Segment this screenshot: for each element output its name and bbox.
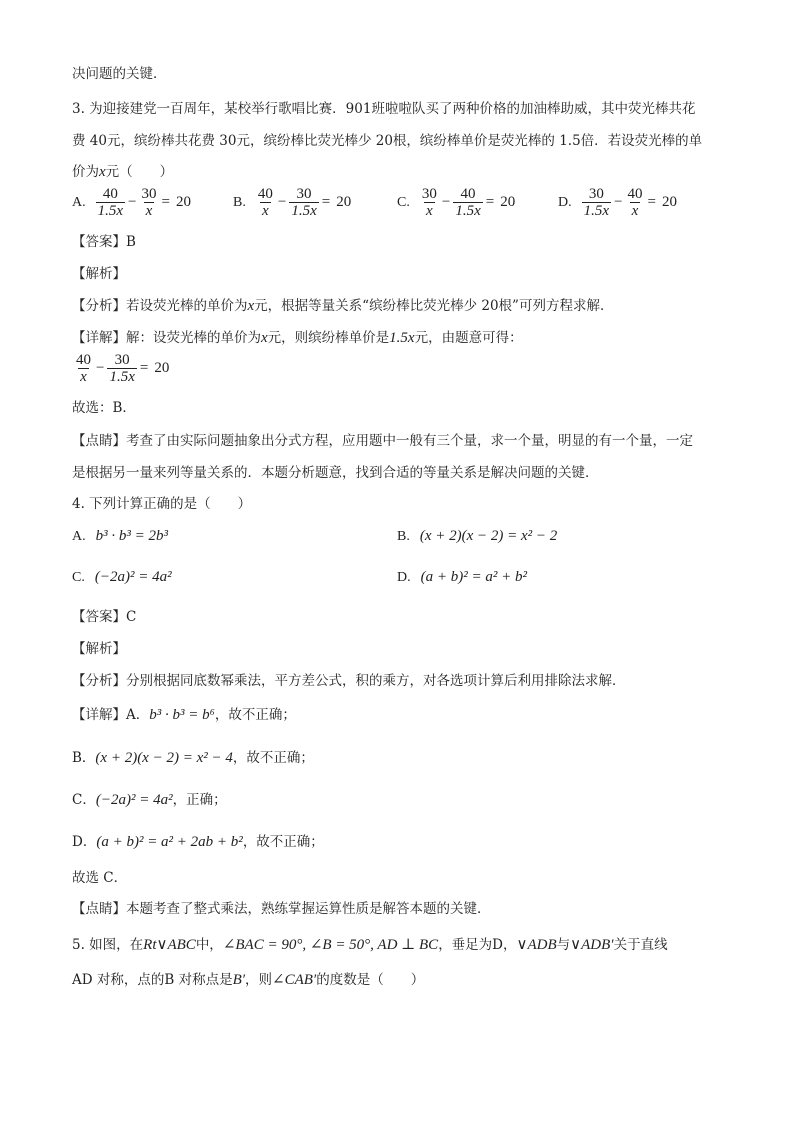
q5-text: 的度数是（ ） [316, 972, 425, 988]
numerator: 30 [588, 186, 604, 202]
detail-suffix: ，故不正确； [214, 707, 296, 723]
detail-prefix: 【详解】A． [72, 707, 150, 723]
q3-option-d [558, 186, 680, 219]
q4-fenxi: 【分析】分别根据同底数幂乘法，平方差公式，积的乘方，对各选项计算后利用排除法求解． [72, 673, 626, 689]
detail-expr: (x + 2)(x − 2) = x² − 4 [95, 750, 233, 766]
frac-2 [289, 186, 318, 219]
rhs-value: 20 [661, 194, 677, 210]
q3-detail-text-end: 元，由题意可得： [414, 330, 523, 346]
q4-choose: 故选 C． [72, 870, 128, 886]
minus-sign: − [441, 194, 451, 210]
q5-text: ，则 [245, 972, 273, 988]
rhs-value: 20 [175, 194, 191, 210]
detail-prefix: B． [72, 750, 96, 766]
option-label: C. [72, 569, 85, 585]
q3-fenxi-text-end: 元，根据等量关系“缤纷棒比荧光棒少 20根”可列方程求解． [254, 298, 614, 314]
q5-math: ∠CAB′ [272, 972, 317, 988]
q5-math: B′ [232, 972, 246, 988]
numerator: 30 [141, 186, 157, 202]
numerator: 30 [421, 186, 437, 202]
q3-stem-line3 [72, 162, 173, 182]
q3-stem-line1: 3. 为迎接建党一百周年，某校举行歌唱比赛．901班啦啦队买了两种价格的加油棒助威，其中荧光棒共花 [72, 101, 696, 117]
minus-sign: − [128, 194, 137, 210]
q4-option-a [72, 528, 168, 545]
q3-dianjing-line2: 是根据另一量来列等量关系的．本题分析题意，找到合适的等量关系是解决问题的关键． [72, 465, 599, 481]
q5-text: 5. 如图，在 [72, 937, 144, 953]
q3-option-b [233, 186, 354, 219]
option-label: A. [72, 194, 86, 210]
q3-option-c [397, 186, 518, 219]
detail-prefix: D． [72, 834, 97, 850]
q3-answer: 【答案】B [72, 234, 136, 250]
option-label: C. [397, 194, 410, 210]
denominator: 1.5x [291, 203, 317, 219]
rhs-value: 20 [500, 194, 516, 210]
denominator: 1.5x [583, 203, 610, 219]
detail-suffix: ，故不正确； [242, 834, 324, 850]
frac-1 [96, 186, 125, 219]
numerator: 40 [460, 186, 476, 202]
frac-2 [626, 186, 645, 219]
equals-sign: = [161, 194, 170, 210]
detail-expr: b³ · b³ = b⁶ [149, 707, 215, 723]
frac-2 [453, 186, 482, 219]
q3-dianjing-line1: 【点睛】考查了由实际问题抽象出分式方程，应用题中一般有三个量，求一个量，明显的有一个量，一定 [72, 433, 693, 449]
q5-text: 关于直线 [613, 937, 668, 953]
q5-text: 与 [556, 937, 571, 953]
frac-1 [74, 352, 93, 385]
detail-prefix: C． [72, 792, 96, 808]
frac-2 [140, 186, 159, 219]
q4-answer: 【答案】C [72, 609, 137, 625]
numerator: 30 [296, 186, 312, 202]
option-label: B. [397, 528, 410, 544]
detail-suffix: ，故不正确； [232, 750, 314, 766]
option-expr: (a + b)² = a² + b² [420, 569, 527, 585]
option-label: A. [72, 528, 86, 544]
q3-stem-text: 价为 [72, 164, 99, 180]
numerator: 40 [257, 186, 273, 202]
q4-detail-b [72, 748, 314, 768]
var-x: x [247, 298, 255, 314]
q4-option-d [397, 569, 527, 586]
price-expr: 1.5x [389, 330, 415, 346]
frac-1 [420, 186, 439, 219]
q4-option-c [72, 569, 172, 586]
option-expr: (−2a)² = 4a² [94, 569, 172, 585]
option-label: D. [558, 194, 572, 210]
denominator: 1.5x [97, 203, 124, 219]
q3-fenxi-text: 【分析】若设荧光棒的单价为 [72, 298, 248, 314]
detail-suffix: ，正确； [172, 792, 227, 808]
q3-option-a [72, 186, 194, 219]
q4-option-b [397, 528, 557, 545]
frac-2 [107, 352, 136, 385]
equals-sign: = [139, 360, 149, 376]
frac-1 [582, 186, 611, 219]
q5-stem-line1 [72, 935, 668, 955]
denominator: x [262, 203, 269, 219]
denominator: x [145, 203, 153, 219]
equals-sign: = [647, 194, 656, 210]
q4-detail-c [72, 790, 227, 810]
q3-stem-text-end: 元（ ） [105, 164, 174, 180]
denominator: 1.5x [455, 203, 481, 219]
minus-sign: − [96, 360, 105, 376]
var-x: x [99, 164, 106, 180]
rhs-value: 20 [336, 194, 352, 210]
minus-sign: − [277, 194, 287, 210]
q5-text: AD 对称，点的B 对称点是 [72, 972, 233, 988]
q5-text: 中， [195, 937, 223, 953]
option-label: B. [233, 194, 246, 210]
rhs-value: 20 [154, 360, 170, 376]
q3-stem-line2: 费 40元，缤纷棒共花费 30元，缤纷棒比荧光棒少 20根，缤纷棒单价是荧光棒的 1.5倍．若设荧光棒的单 [72, 133, 703, 149]
option-expr: (x + 2)(x − 2) = x² − 2 [419, 528, 558, 544]
q5-stem-line2 [72, 970, 424, 990]
q3-choose: 故选：B． [72, 400, 136, 416]
q3-analysis-heading: 【解析】 [72, 266, 126, 282]
numerator: 40 [102, 186, 118, 202]
denominator: x [426, 203, 433, 219]
equals-sign: = [485, 194, 495, 210]
denominator: 1.5x [109, 369, 135, 385]
q4-detail-a [72, 705, 296, 725]
q3-equation [74, 352, 172, 385]
detail-expr: (−2a)² = 4a² [95, 792, 173, 808]
denominator: x [80, 369, 87, 385]
q3-detail-text: 【详解】解：设荧光棒的单价为 [72, 330, 261, 346]
numerator: 40 [627, 186, 643, 202]
q4-stem: 4. 下列计算正确的是（ ） [72, 496, 252, 512]
q4-dianjing: 【点睛】本题考查了整式乘法，熟练掌握运算性质是解答本题的关键． [72, 901, 491, 917]
q3-fenxi [72, 296, 613, 316]
minus-sign: − [614, 194, 623, 210]
q4-detail-d [72, 832, 324, 852]
q5-math: ∨ADB′ [570, 937, 614, 953]
equals-sign: = [321, 194, 331, 210]
q5-math: ∨ADB [516, 937, 557, 953]
q5-text: ，垂足为D， [438, 937, 517, 953]
q3-detail [72, 328, 523, 348]
q5-math: Rt∨ABC [143, 937, 196, 953]
continuation-text: 决问题的关键． [72, 66, 167, 82]
q5-math: ∠BAC = 90°, ∠B = 50°, AD ⊥ BC [222, 937, 439, 953]
numerator: 40 [76, 352, 91, 368]
var-x: x [261, 330, 268, 346]
q3-detail-text-mid: 元，则缤纷棒单价是 [267, 330, 390, 346]
detail-expr: (a + b)² = a² + 2ab + b² [96, 834, 243, 850]
frac-1 [256, 186, 275, 219]
option-label: D. [397, 569, 411, 585]
q4-analysis-heading: 【解析】 [72, 641, 126, 657]
option-expr: b³ · b³ = 2b³ [95, 528, 168, 544]
denominator: x [631, 203, 639, 219]
numerator: 30 [114, 352, 130, 368]
